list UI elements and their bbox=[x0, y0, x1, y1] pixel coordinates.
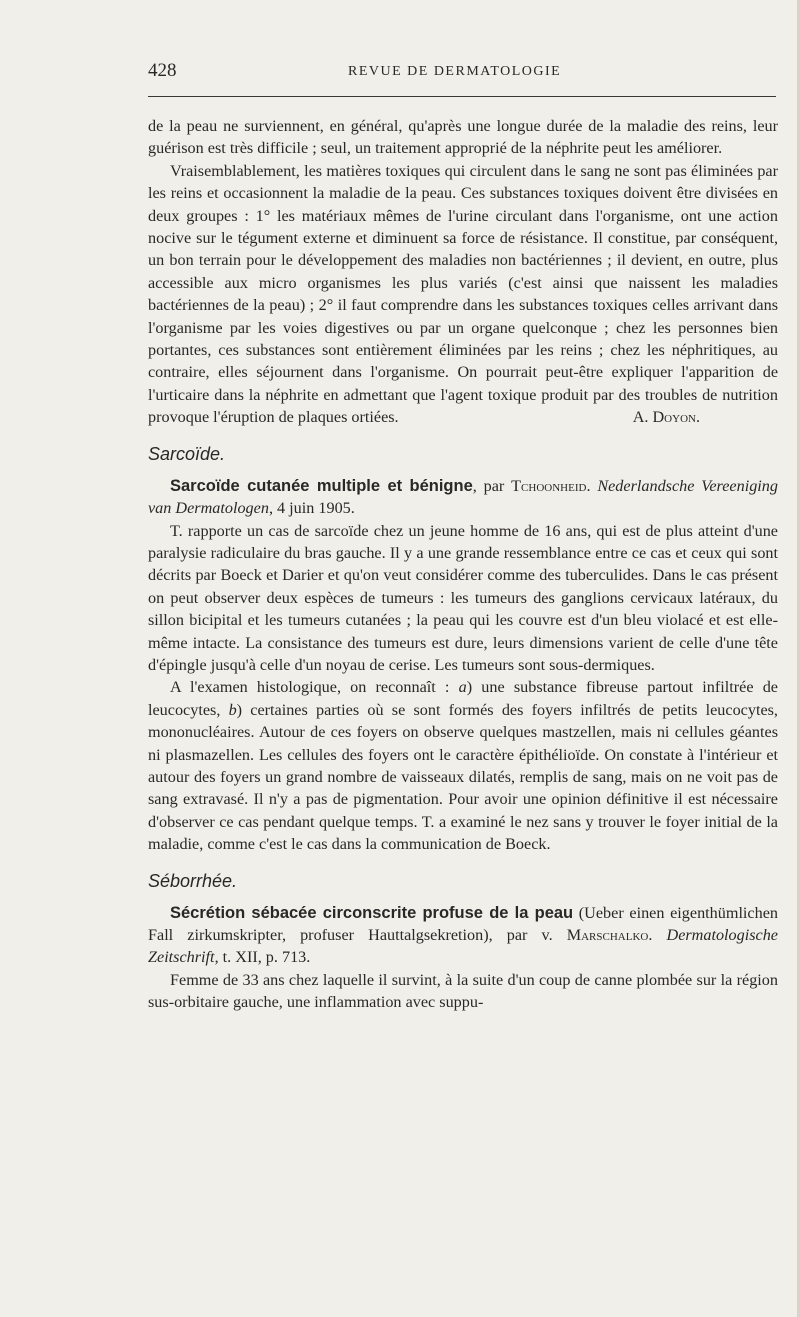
article-title: Sarcoïde cutanée multiple et bénigne bbox=[170, 476, 473, 495]
paragraph: Femme de 33 ans chez laquelle il survint, à la suite d'un coup de canne plombée sur la région sus-orbitaire gauche, une inflammation avec suppu- bbox=[148, 970, 778, 1012]
running-title: REVUE DE DERMATOLOGIE bbox=[348, 64, 562, 79]
source-title: Dermatologische Zeitschrift bbox=[148, 926, 778, 967]
paragraph: A l'examen histologique, on reconnaît : a) une substance fibreuse partout infiltrée de leucocytes, b) certaines parties où se sont formés des foyers infiltrés de petits leucocytes, mononucléaires. Autour de ces foyers on observe quelques mastzellen, mais ni cellules géantes ni plasmazellen. Les cellules des foyers ont le caractère épithélioïde. On constate à l'intérieur et autour des foyers un grand nombre de vaisseaux dilatés, remplis de sang, mais on ne voit pas de sang extravasé. Il n'y a pas de pigmentation. Pour avoir une opinion définitive il est nécessaire d'observer ce cas pendant quelque temps. T. a examiné le nez sans y trouver le foyer initial de la maladie, comme c'est le cas dans la communication de Boeck. bbox=[148, 678, 778, 854]
paragraph: T. rapporte un cas de sarcoïde chez un jeune homme de 16 ans, qui est de plus atteint d'une paralysie radiculaire du bras gauche. Il y a une grande ressemblance entre ce cas et ceux qui sont décrits par Boeck et Darier et qu'on veut considérer comme des tuberculides. Dans le cas présent on peut observer deux espèces de tumeurs : les tumeurs des ganglions cervicaux latéraux, du sillon bicipital et les tumeurs cutanées ; la peau qui les couvre est d'un bleu violacé et est elle-même intacte. La consistance des tumeurs est dure, leurs dimensions varient de celle d'une tête d'épingle jusqu'à celle d'un noyau de cerise. Les tumeurs sont sous-dermiques. bbox=[148, 521, 778, 674]
article-header: Sarcoïde cutanée multiple et bénigne, par Tchoonheid. Nederlandsche Vereeniging van Dermatologen, 4 juin 1905. bbox=[148, 476, 778, 518]
paragraph: Vraisemblablement, les matières toxiques qui circulent dans le sang ne sont pas éliminées par les reins et occasionnent la maladie de la peau. Ces substances toxiques doivent être divisées en deux groupes : 1° les matériaux mêmes de l'urine circulant dans l'organisme, ont une action nocive sur le tégument externe et diminuent sa force de résistance. Il constitue, par conséquent, un bon terrain pour le développement des maladies non bactériennes ; il devient, en outre, plus accessible aux micro organismes les plus variés (c'est ainsi que naissent les maladies bactériennes de la peau) ; 2° il faut comprendre dans les substances toxiques celles arrivant dans l'organisme par les voies digestives ou par un organe quelconque ; chez les personnes bien portantes, ces substances sont entièrement éliminées par les reins ; chez les néphritiques, au contraire, elles séjournent dans l'organisme. On pourrait peut-être expliquer l'apparition de l'urticaire dans la néphrite en admettant que l'agent toxique produit par des troubles de nutrition provoque l'éruption de plaques ortiées. bbox=[148, 161, 778, 427]
header-rule bbox=[148, 96, 776, 97]
signature: A. Doyon. bbox=[632, 408, 700, 427]
article-title: Sécrétion sébacée circonscrite profuse de la peau bbox=[170, 903, 574, 922]
section-heading: Séborrhée. bbox=[148, 870, 238, 891]
section-heading: Sarcoïde. bbox=[148, 443, 226, 464]
author: Marschalko bbox=[566, 926, 649, 945]
paragraph: de la peau ne surviennent, en général, qu'après une longue durée de la maladie des reins, leur guérison est très difficile ; seul, un traitement approprié de la néphrite peut les améliorer. bbox=[148, 117, 778, 158]
author: Tchoonheid bbox=[511, 476, 587, 495]
page-number: 428 bbox=[148, 60, 177, 81]
page-body bbox=[148, 115, 778, 1014]
page-header bbox=[148, 58, 778, 88]
source-title: Nederlandsche Vereeniging van Dermatologen bbox=[148, 476, 778, 518]
article-header: Sécrétion sébacée circonscrite profuse de la peau (Ueber einen eigenthümlichen Fall zirkumskripter, profuser Hauttalgsekretion), par v. Marschalko. Dermatologische Zeitschrift, t. XII, p. 713. bbox=[148, 903, 778, 967]
